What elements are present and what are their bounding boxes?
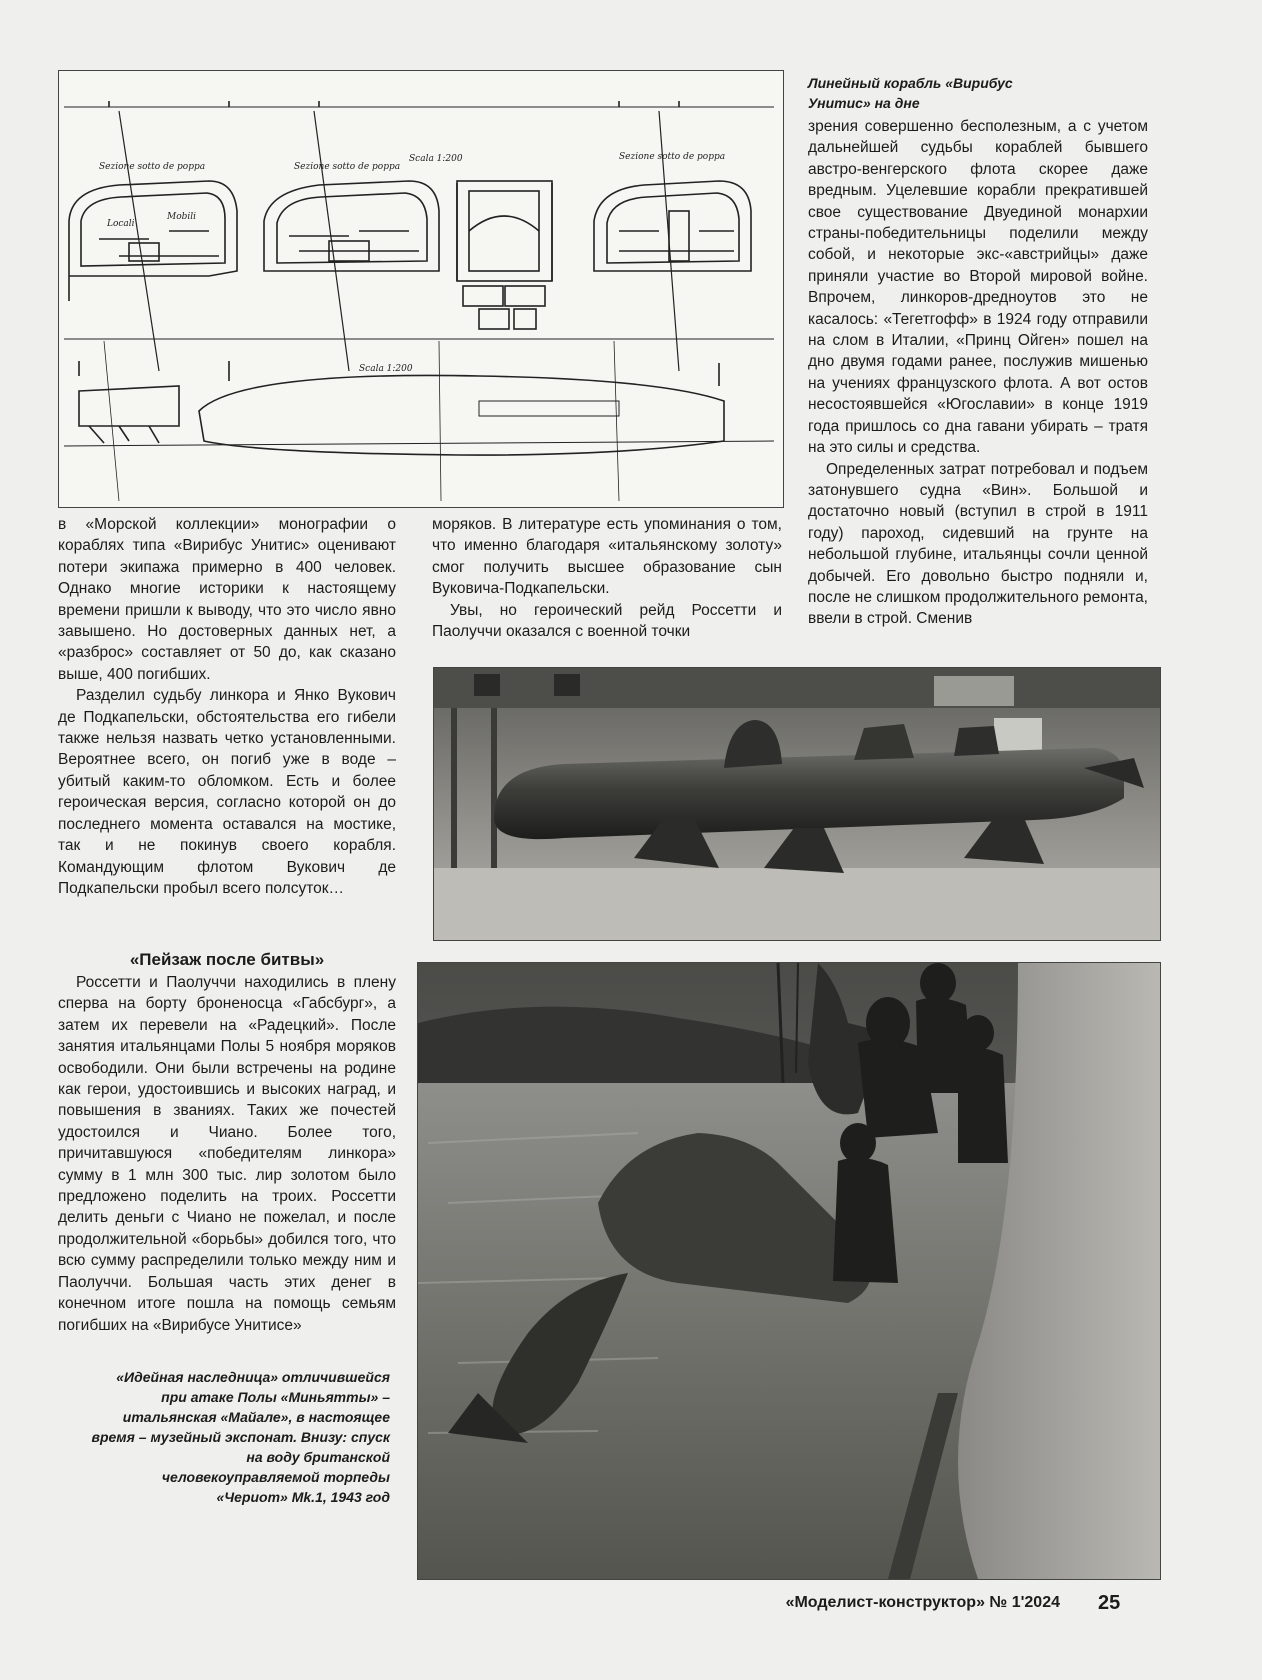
paragraph: в «Морской коллекции» монографии о кораблях типа «Вирибус Унитис» оценивают потери экипажа примерно в 400 человек. Однако многие историки к настоящему времени пришли к выводу, что это число явно завышено. Но достоверных данных нет, а «разброс» составляет от 50 до, как сказано выше, 400 погибших. bbox=[58, 516, 396, 683]
drawing-label: Sezione sotto de poppa bbox=[294, 162, 401, 172]
drawing-label: Sezione sotto de poppa bbox=[619, 152, 726, 162]
paragraph: Определенных затрат потребовал и подъем затонувшего судна «Вин». Большой и достаточно новый (вступил в строй в 1911 году) пароход, сидевший на грунте на небольшой глубине, итальянцы сочли ценной добычей. Его довольно быстро подняли и, после не слишком продолжительного ремонта, ввели в строй. Сменив bbox=[808, 460, 1148, 628]
section-heading: «Пейзаж после битвы» bbox=[129, 950, 325, 969]
caption-text: Линейный корабль «Вирибус Унитис» на дне bbox=[808, 75, 1013, 111]
left-column bbox=[58, 514, 396, 899]
middle-column bbox=[432, 514, 782, 642]
drawing-label: Locali bbox=[107, 219, 135, 229]
ship-drawing-figure bbox=[58, 70, 784, 508]
paragraph: Разделил судьбу линкора и Янко Вукович де Подкапельски, обстоятельства его гибели также нельзя назвать четко установленными. Вероятнее всего, он погиб уже в воде – убитый каким-то обломком. Есть и более героическая версия, согласно которой он до последнего момента оставался на мостике, так и не покинув своего корабля. Командующим флотом Вукович де Подкапельски пробыл всего полсуток… bbox=[58, 687, 396, 897]
drawing-label: Scala 1:200 bbox=[409, 154, 463, 164]
drawing-label: Mobili bbox=[167, 212, 197, 222]
section-block bbox=[58, 950, 396, 1336]
drawing-label: Sezione sotto de poppa bbox=[99, 162, 206, 172]
page-number: 25 bbox=[1098, 1592, 1121, 1614]
paragraph: Увы, но героический рейд Россетти и Паолуччи оказался с военной точки bbox=[432, 601, 782, 641]
chariot-launch-photo bbox=[418, 963, 1160, 1579]
museum-photo bbox=[433, 667, 1161, 941]
launch-photo bbox=[417, 962, 1161, 1580]
drawing-caption bbox=[808, 73, 1058, 113]
paragraph: зрения совершенно бесполезным, а с учетом дальнейшей судьбы кораблей бывшего австро-венгерского флота скорее даже вредным. Уцелевшие корабли прекратившей свое существование Двуединой монархии страны-победительницы поделили между собой, и некоторые экс-«австрийцы» даже приняли участие во Второй мировой войне. Впрочем, линкоров-дредноутов это не касалось: «Тегетгофф» в 1924 году отправили на слом в Италии, «Принц Ойген» пошел на дно двумя годами ранее, послужив мишенью на учениях французского флота. А вот остов несостоявшейся «Югославии» в конце 1919 года пришлось со дна гавани убирать – тратя на это силы и средства. bbox=[808, 118, 1148, 457]
right-top-column bbox=[808, 116, 1148, 630]
paragraph: моряков. В литературе есть упоминания о том, что именно благодаря «итальянскому золоту» смог получить высшее образование сын Вуковича-Подкапельски. bbox=[432, 516, 782, 598]
drawing-label: Scala 1:200 bbox=[359, 364, 413, 374]
maiale-torpedo-photo bbox=[434, 668, 1160, 940]
ship-drawing bbox=[59, 71, 783, 507]
caption-text: «Идейная наследница» отличившейся при атаке Полы «Миньятты» – итальянская «Майале», в настоящее время – музейный экспонат. Внизу: спуск на воду британской человекоуправляемой торпеды «Чериот» Mk.1, 1943 год bbox=[91, 1369, 390, 1505]
magazine-title: «Моделист-конструктор» № 1'2024 bbox=[785, 1594, 1060, 1611]
photo-caption bbox=[90, 1367, 390, 1507]
paragraph: Россетти и Паолуччи находились в плену сперва на борту броненосца «Габсбург», а затем их перевели на «Радецкий». После занятия итальянцами Полы 5 ноября моряков освободили. Они были встречены на родине как герои, удостоившись и высоких наград, и повышения в званиях. Таких же почестей удостоился и Чиано. Более того, причитавшуюся «победителям линкора» сумму в 1 млн 300 тыс. лир золотом было предложено поделить на троих. Россетти делить деньги с Чиано не пожелал, и после продолжительной «борьбы» добился того, что всю сумму распределили только между ним и Паолуччи. Большая часть этих денег в конечном итоге пошла на помощь семьям погибших на «Вирибусе Унитисе» bbox=[58, 974, 396, 1334]
